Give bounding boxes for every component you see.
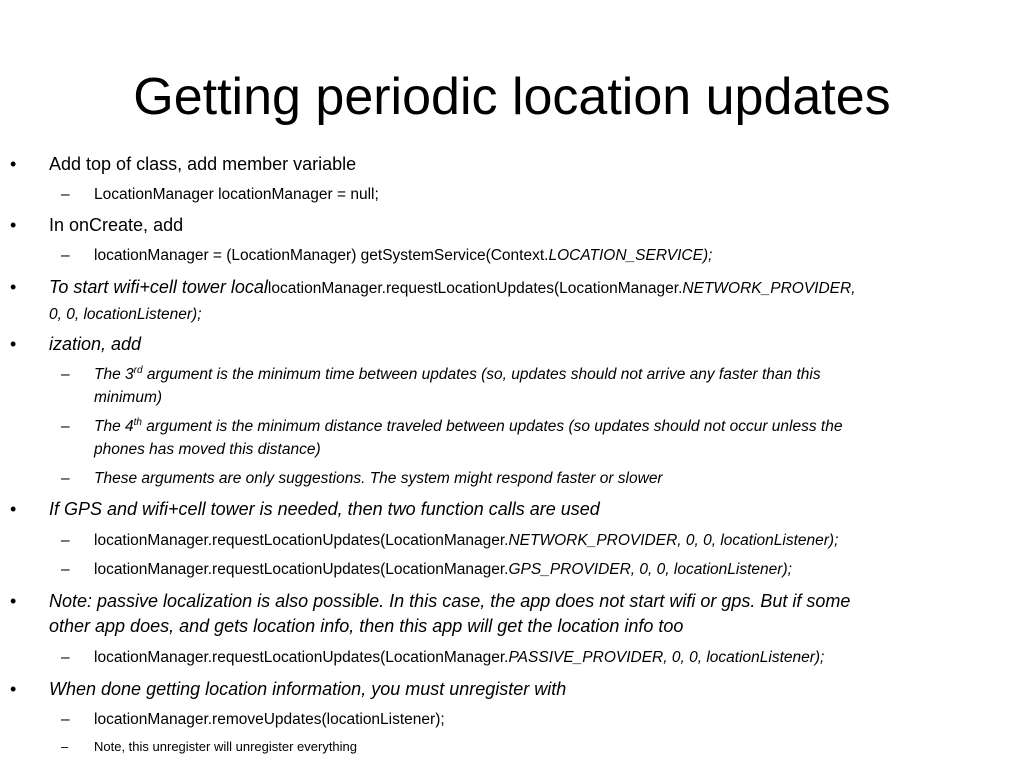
bullet-text: When done getting location information, you must unregister with	[49, 679, 567, 699]
code-italic: LOCATION_SERVICE);	[548, 247, 713, 264]
superscript: rd	[133, 364, 143, 376]
text-post: argument is the minimum time between updates (so, updates should not arrive any faster than this	[142, 366, 821, 383]
sub-bullet-text	[94, 558, 979, 581]
code-italic: NETWORK_PROVIDER,	[682, 280, 856, 297]
bullet-text	[49, 275, 989, 327]
bullet-text: In onCreate, add	[49, 215, 184, 235]
bullet-marker: •	[10, 334, 17, 354]
dash-marker: –	[61, 186, 70, 203]
code-plain: locationManager.requestLocationUpdates(LocationManager.	[267, 280, 683, 297]
bullet-text	[49, 589, 989, 639]
code-plain: locationManager.requestLocationUpdates(LocationManager.	[94, 561, 509, 578]
dash-marker: –	[61, 649, 70, 666]
sub-bullet-text	[94, 363, 979, 409]
dash-marker: –	[61, 561, 70, 578]
bullet-marker: •	[10, 215, 17, 235]
dash-marker: –	[61, 532, 70, 549]
text-post: argument is the minimum distance traveled between updates (so updates should not occur unless the	[141, 418, 843, 435]
bullet-italic-intro: To start wifi+cell tower local	[49, 277, 268, 297]
text-continuation: phones has moved this distance)	[94, 441, 321, 458]
text-line-1: Note: passive localization is also possible. In this case, the app does not start wifi or gps. But if some	[49, 591, 851, 611]
sub-bullet-text	[94, 529, 979, 552]
dash-marker: –	[61, 470, 70, 487]
dash-marker: –	[61, 739, 69, 754]
sub-bullet-text: Note, this unregister will unregister everything	[94, 739, 358, 754]
superscript: th	[133, 416, 142, 428]
code-plain: locationManager = (LocationManager) getSystemService(Context.	[94, 247, 549, 264]
bullet-text: Add top of class, add member variable	[49, 154, 357, 174]
text-pre: The 3	[94, 366, 134, 383]
code-italic: NETWORK_PROVIDER, 0, 0, locationListener);	[508, 532, 839, 549]
bullet-marker: •	[10, 277, 17, 297]
text-continuation: minimum)	[94, 389, 163, 406]
code-plain: locationManager.requestLocationUpdates(LocationManager.	[94, 532, 509, 549]
sub-bullet-text	[94, 646, 979, 669]
bullet-marker: •	[10, 591, 17, 611]
dash-marker: –	[61, 418, 70, 435]
code-italic: PASSIVE_PROVIDER, 0, 0, locationListener);	[508, 649, 825, 666]
bullet-marker: •	[10, 154, 17, 174]
code-italic-continuation: 0, 0, locationListener);	[49, 306, 202, 323]
bullet-text: ization, add	[49, 334, 142, 354]
sub-bullet-text	[94, 415, 979, 461]
bullet-text: If GPS and wifi+cell tower is needed, then two function calls are used	[49, 499, 600, 519]
sub-bullet-text: LocationManager locationManager = null;	[94, 186, 379, 203]
dash-marker: –	[61, 366, 70, 383]
sub-bullet-text: locationManager.removeUpdates(locationListener);	[94, 711, 445, 728]
sub-bullet-text	[94, 244, 979, 267]
text-line-2: other app does, and gets location info, then this app will get the location info too	[49, 616, 684, 636]
dash-marker: –	[61, 247, 70, 264]
bullet-marker: •	[10, 679, 17, 699]
text-pre: The 4	[94, 418, 134, 435]
slide-title: Getting periodic location updates	[133, 68, 891, 126]
dash-marker: –	[61, 711, 70, 728]
bullet-marker: •	[10, 499, 17, 519]
code-italic: GPS_PROVIDER, 0, 0, locationListener);	[508, 561, 792, 578]
code-plain: locationManager.requestLocationUpdates(LocationManager.	[94, 649, 509, 666]
sub-bullet-text: These arguments are only suggestions. The system might respond faster or slower	[94, 470, 663, 487]
